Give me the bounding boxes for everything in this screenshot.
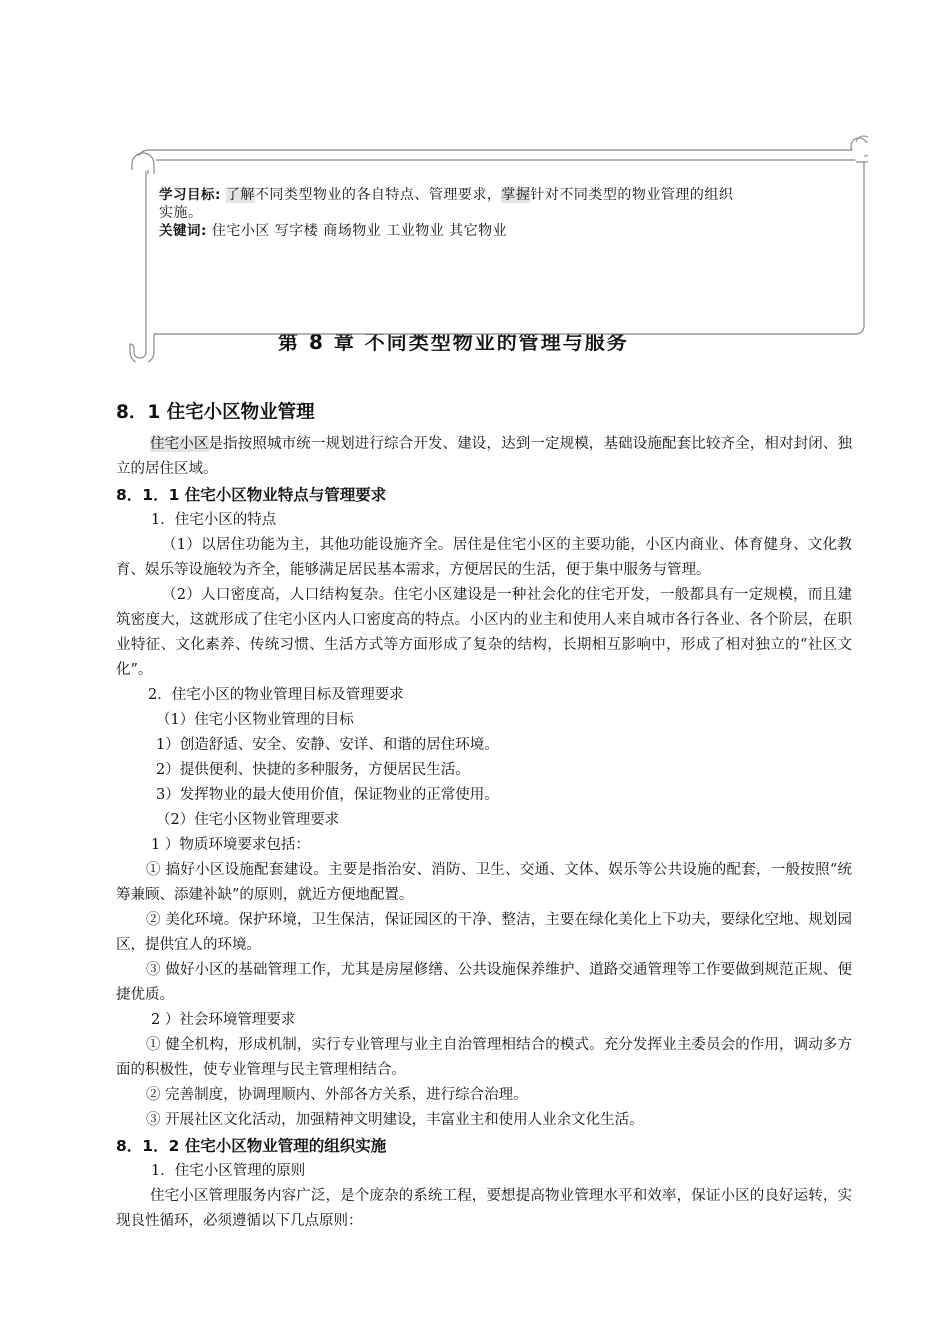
objectives-line bbox=[159, 186, 849, 204]
paragraph-principles: 住宅小区管理服务内容广泛，是个庞杂的系统工程，要想提高物业管理水平和效率，保证小区的良好运转，实现良性循环，必须遵循以下几点原则： bbox=[116, 1188, 852, 1229]
list-item: ③ 开展社区文化活动，加强精神文明建设，丰富业主和使用人业余文化生活。 bbox=[146, 1112, 644, 1128]
objectives-line-2: 实施。 bbox=[159, 205, 203, 221]
scroll-content bbox=[159, 186, 849, 240]
list-heading-social: 2 ）社会环境管理要求 bbox=[151, 1012, 296, 1028]
list-heading-requirements: （2）住宅小区物业管理要求 bbox=[156, 812, 340, 828]
objectives-text-2: 针对不同类型的物业管理的组织 bbox=[530, 187, 734, 203]
objectives-label: 学习目标: bbox=[159, 187, 221, 203]
keywords-text: 住宅小区 写字楼 商场物业 工业物业 其它物业 bbox=[206, 223, 508, 239]
chapter-title: 第 8 章 不同类型物业的管理与服务 bbox=[278, 330, 629, 354]
paragraph-feature-2: （2）人口密度高，人口结构复杂。住宅小区建设是一种社会化的住宅开发，一般都具有一定规模，而且建筑密度大，这就形成了住宅小区内人口密度高的特点。小区内的业主和使用人来自城市各行各业、各个阶层，在职业特征、文化素养、传统习惯、生活方式等方面形成了复杂的结构，长期相互影响中，形成了相对独立的“社区文化”。 bbox=[116, 587, 852, 678]
scroll-frame bbox=[126, 134, 868, 362]
keywords-label: 关键词: bbox=[159, 223, 207, 239]
paragraph-definition bbox=[116, 432, 852, 482]
list-item: ③ 做好小区的基础管理工作，尤其是房屋修缮、公共设施保养维护、道路交通管理等工作要做到规范正规、便捷优质。 bbox=[116, 962, 852, 1003]
list-item: 1）创造舒适、安全、安静、安详、和谐的居住环境。 bbox=[156, 737, 499, 753]
objectives-text: 不同类型物业的各自特点、管理要求， bbox=[254, 187, 502, 203]
learning-objectives-scroll bbox=[126, 134, 868, 362]
paragraph-feature-1: （1）以居住功能为主，其他功能设施齐全。居住是住宅小区的主要功能，小区内商业、体育健身、文化教育、娱乐等设施较为齐全，能够满足居民基本需求，方便居民的生活，便于集中服务与管理。 bbox=[116, 537, 852, 578]
paragraph-definition-text: 是指按照城市统一规划进行综合开发、建设，达到一定规模，基础设施配套比较齐全，相对封闭、独立的居住区域。 bbox=[116, 436, 853, 477]
subheading-goals: 2．住宅小区的物业管理目标及管理要求 bbox=[148, 687, 404, 703]
list-item: 2）提供便利、快捷的多种服务，方便居民生活。 bbox=[156, 762, 470, 778]
list-heading-goals: （1）住宅小区物业管理的目标 bbox=[156, 712, 354, 728]
document-body bbox=[116, 398, 852, 1234]
list-heading-physical: 1 ）物质环境要求包括： bbox=[151, 837, 310, 853]
subheading-principles: 1．住宅小区管理的原则 bbox=[151, 1163, 306, 1179]
subheading-features: 1．住宅小区的特点 bbox=[151, 512, 277, 528]
section-heading-8-1-2: 8．1．2 住宅小区物业管理的组织实施 bbox=[116, 1137, 387, 1155]
section-heading-8-1: 8．1 住宅小区物业管理 bbox=[116, 402, 315, 423]
list-item: 3）发挥物业的最大使用价值，保证物业的正常使用。 bbox=[156, 787, 499, 803]
keywords-line bbox=[159, 222, 849, 240]
section-heading-8-1-1: 8．1．1 住宅小区物业特点与管理要求 bbox=[116, 486, 387, 504]
list-item: ② 美化环境。保护环境，卫生保洁，保证园区的干净、整洁，主要在绿化美化上下功夫，要绿化空地、规划园区，提供宜人的环境。 bbox=[116, 912, 852, 953]
list-item: ① 健全机构，形成机制，实行专业管理与业主自治管理相结合的模式。充分发挥业主委员会的作用，调动多方面的积极性，使专业管理与民主管理相结合。 bbox=[116, 1037, 852, 1078]
list-item: ② 完善制度，协调理顺内、外部各方关系，进行综合治理。 bbox=[146, 1087, 528, 1103]
highlight-understand: 了解 bbox=[225, 187, 255, 203]
list-item: ① 搞好小区设施配套建设。主要是指治安、消防、卫生、交通、文体、娱乐等公共设施的配套，一般按照“统筹兼顾、添建补缺”的原则，就近方便地配置。 bbox=[116, 862, 852, 903]
highlight-term: 住宅小区 bbox=[150, 436, 209, 452]
highlight-master: 掌握 bbox=[501, 187, 531, 203]
